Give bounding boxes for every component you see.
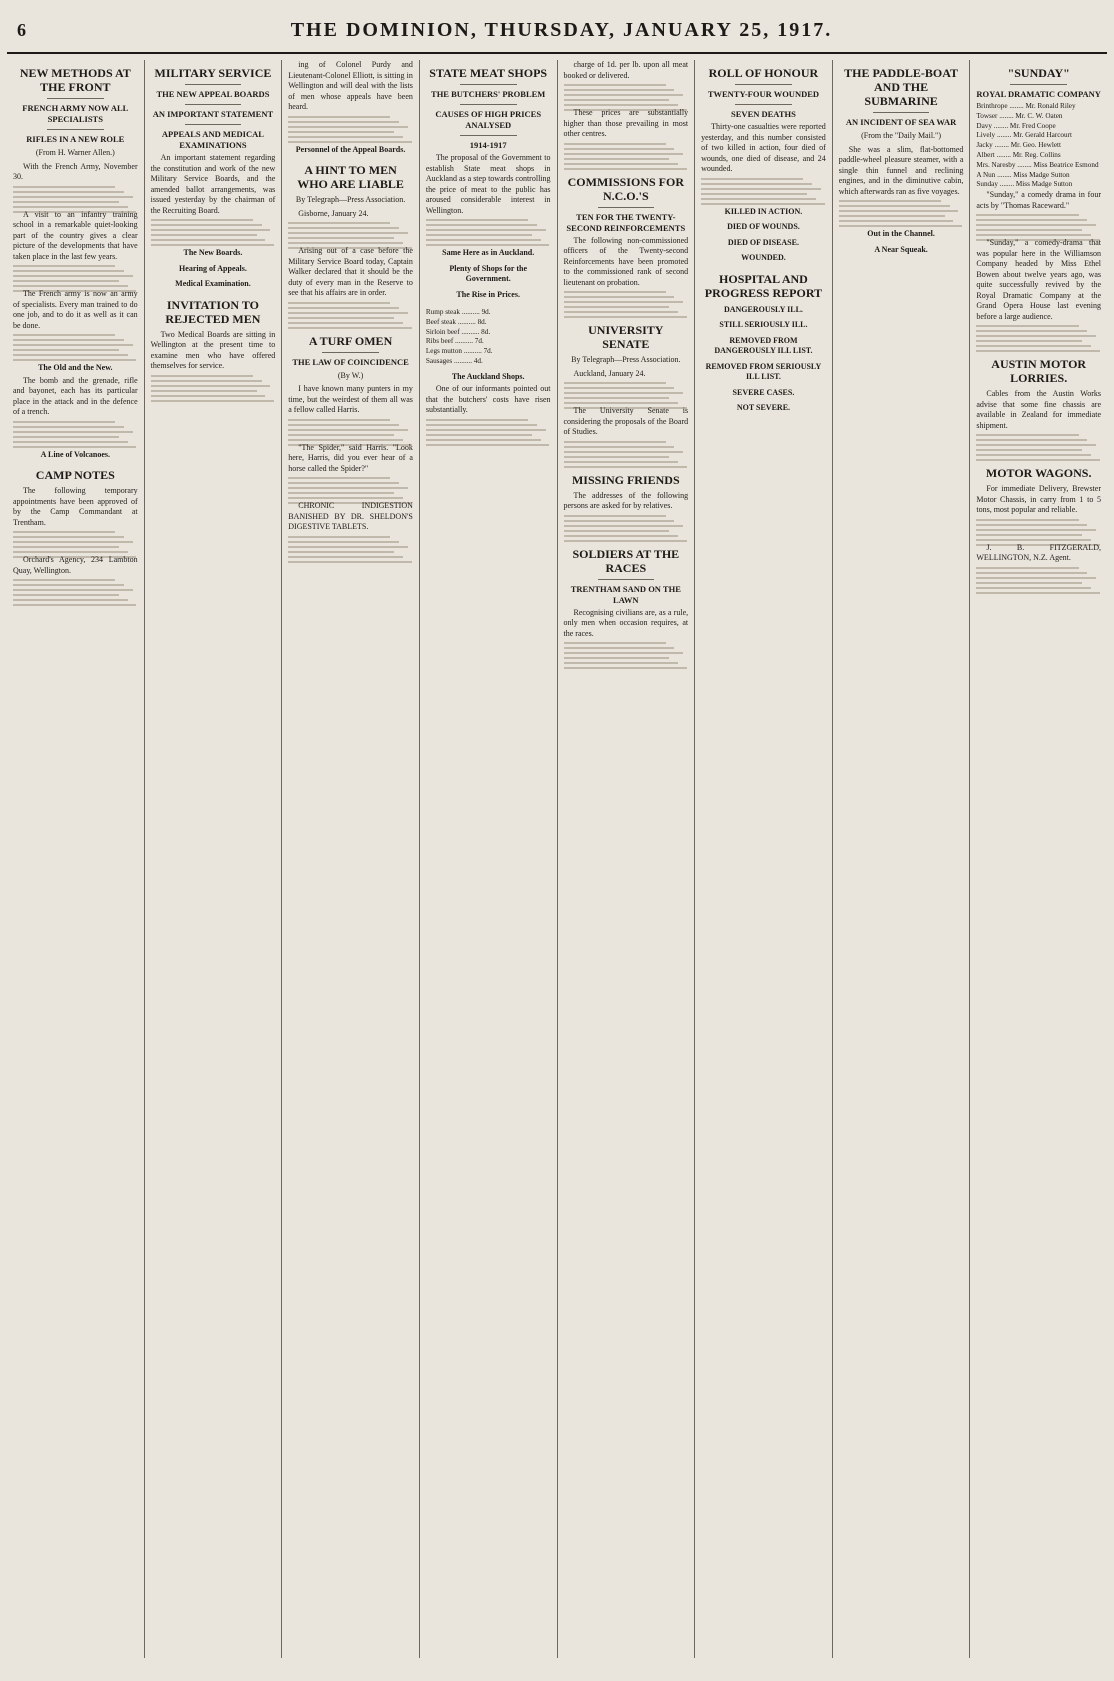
section-subhead: The Old and the New. xyxy=(38,363,113,372)
cast-role: A Nun xyxy=(976,170,996,179)
article xyxy=(839,66,964,255)
text-lines-placeholder xyxy=(976,214,1101,238)
rule-divider xyxy=(185,104,242,105)
subheadline: RIFLES IN A NEW ROLE xyxy=(26,134,125,144)
article xyxy=(288,60,413,155)
paragraph: She was a slim, flat-bottomed paddle-wheel pleasure steamer, with a single thin funnel and reclining engines, and in the diminutive cabin, which afterwards ran as five voyages. xyxy=(838,144,964,196)
rule-divider xyxy=(1010,84,1067,85)
leader-dots: .......... xyxy=(456,317,478,326)
cast-role: Mrs. Naresby xyxy=(976,160,1016,169)
leader-dots: ........ xyxy=(997,111,1016,120)
leader-dots: .......... xyxy=(462,347,484,356)
section-subhead: REMOVED FROM SERIOUSLY ILL LIST. xyxy=(705,361,822,381)
headline: STATE MEAT SHOPS xyxy=(429,66,548,80)
article xyxy=(426,308,551,443)
paragraph: "The Spider," said Harris. "Look here, Harris, did you ever hear of a horse called the Spider?" xyxy=(288,442,413,473)
cast-row xyxy=(976,141,1101,151)
section-subhead: KILLED IN ACTION. xyxy=(724,206,803,216)
column-1 xyxy=(7,60,145,1658)
paragraph: "Sunday," a comedy drama in four acts by "Thomas Raceward." xyxy=(976,190,1101,210)
section-subhead: WOUNDED. xyxy=(741,253,786,262)
headline: MOTOR WAGONS. xyxy=(985,466,1092,481)
text-lines-placeholder xyxy=(976,325,1101,349)
paragraph: charge of 1d. per lb. upon all meat booked or delivered. xyxy=(563,60,689,80)
section-subhead: DIED OF DISEASE. xyxy=(727,237,799,247)
byline: By Telegraph—Press Association. xyxy=(571,355,681,364)
leader-dots: ........ xyxy=(1007,102,1026,110)
paragraph: Orchard's Agency, 234 Lambton Quay, Wellington. xyxy=(13,555,138,575)
article xyxy=(564,473,689,539)
subheadline: TRENTHAM SAND ON THE LAWN xyxy=(570,583,681,605)
price-item: Ribs beef xyxy=(425,337,454,346)
price-item: Beef steak xyxy=(425,317,457,326)
text-lines-placeholder xyxy=(564,441,689,465)
text-lines-placeholder xyxy=(288,419,413,443)
cast-actor: Mr. Fred Coope xyxy=(1009,121,1056,130)
article xyxy=(13,66,138,460)
column-4 xyxy=(420,60,558,1658)
column-8 xyxy=(970,60,1107,1658)
headline: COMMISSIONS FOR N.C.O.'S xyxy=(567,174,684,203)
leader-dots: ........ xyxy=(1015,160,1034,169)
paragraph: An important statement regarding the constitution and work of the new Military Service Boards, and the amended ballot arrangements, was issued yesterday by the chairman of the Recruiting Board. xyxy=(150,153,276,215)
cast-role: Jacky xyxy=(976,141,993,150)
column-2 xyxy=(145,60,283,1658)
cast-row xyxy=(976,131,1101,141)
subheadline: SEVEN DEATHS xyxy=(731,109,796,119)
leader-dots: ........ xyxy=(995,170,1014,179)
headline: NEW METHODS AT THE FRONT xyxy=(19,66,131,94)
price-value: 8d. xyxy=(477,317,487,326)
subheadline: 1914-1917 xyxy=(469,140,507,150)
price-row xyxy=(426,328,551,338)
byline: By Telegraph—Press Association. xyxy=(295,195,406,204)
text-lines-placeholder xyxy=(839,200,964,224)
subheadline: CAUSES OF HIGH PRICES ANALYSED xyxy=(435,109,542,130)
leader-dots: ........ xyxy=(997,180,1016,189)
price-item: Sirloin beef xyxy=(425,327,460,336)
rule-divider xyxy=(185,84,242,85)
paragraph: The addresses of the following persons are asked for by relatives. xyxy=(563,490,689,510)
article xyxy=(564,175,689,316)
article xyxy=(288,163,413,326)
page-number: 6 xyxy=(17,19,26,40)
text-lines-placeholder xyxy=(151,375,276,399)
text-lines-placeholder xyxy=(13,421,138,445)
paragraph: Two Medical Boards are sitting in Wellington at the present time to examine men who have offered themselves for service. xyxy=(150,329,276,370)
section-subhead: Plenty of Shops for the Government. xyxy=(449,263,527,283)
cast-role: Brinthrope xyxy=(976,102,1008,110)
headline: THE PADDLE-BOAT AND THE SUBMARINE xyxy=(844,66,959,108)
text-lines-placeholder xyxy=(288,116,413,140)
section-subhead: Personnel of the Appeal Boards. xyxy=(295,144,406,154)
byline: (From H. Warner Allen.) xyxy=(35,148,115,157)
text-lines-placeholder xyxy=(564,84,689,108)
text-lines-placeholder xyxy=(13,334,138,358)
headline: A TURF OMEN xyxy=(308,333,393,348)
paragraph: J. B. FITZGERALD, WELLINGTON, N.Z. Agent. xyxy=(976,542,1101,563)
paragraph: Arising out of a case before the Military Service Board today, Captain Walker declared that it should be the duty of every man in the Reserve to see that his affairs are in order. xyxy=(288,246,413,297)
article xyxy=(976,66,1101,349)
rule-divider xyxy=(47,129,104,130)
price-row xyxy=(426,347,551,357)
price-value: 8d. xyxy=(481,327,491,336)
text-lines-placeholder xyxy=(13,265,138,289)
article xyxy=(564,547,689,667)
column-7 xyxy=(833,60,971,1658)
leader-dots: .......... xyxy=(460,308,482,316)
text-lines-placeholder xyxy=(426,219,551,243)
paragraph: The following temporary appointments have been approved of by the Camp Commandant at Trentham. xyxy=(13,486,138,527)
article xyxy=(288,334,413,560)
section-subhead: The Auckland Shops. xyxy=(451,371,525,381)
price-row xyxy=(426,337,551,347)
cast-row xyxy=(976,122,1101,132)
paragraph: The bomb and the grenade, rifle and bayonet, each has its particular place in the attack and in the defence of a trench. xyxy=(13,375,138,416)
section-subhead: The New Boards. xyxy=(183,248,243,257)
section-subhead: Same Here as in Auckland. xyxy=(442,248,535,257)
column-3 xyxy=(282,60,420,1658)
subheadline: THE NEW APPEAL BOARDS xyxy=(156,89,270,99)
section-subhead: DANGEROUSLY ILL. xyxy=(723,304,803,314)
headline: MISSING FRIENDS xyxy=(571,472,680,487)
price-item: Sausages xyxy=(425,356,453,365)
paragraph: A visit to an infantry training school in a remarkable quiet-looking part of the country gives a clear picture of the developments that have taken place in the last few years. xyxy=(13,209,138,261)
cast-row xyxy=(976,102,1101,112)
rule-divider xyxy=(322,352,379,353)
text-lines-placeholder xyxy=(288,477,413,501)
section-subhead: Out in the Channel. xyxy=(867,229,935,238)
rule-divider xyxy=(47,98,104,99)
price-value: 7d. xyxy=(474,337,484,346)
cast-row xyxy=(976,161,1101,171)
text-lines-placeholder xyxy=(288,536,413,560)
text-lines-placeholder xyxy=(976,519,1101,543)
article xyxy=(564,323,689,465)
article xyxy=(151,298,276,399)
section-subhead: SEVERE CASES. xyxy=(732,387,795,397)
leader-dots: ........ xyxy=(992,141,1011,150)
cast-actor: Mr. Reg. Collins xyxy=(1012,150,1061,159)
leader-dots: ........ xyxy=(994,150,1013,159)
paragraph: The French army is now an army of specialists. Every man trained to do one job, and to do it as well as it can be done. xyxy=(13,289,138,330)
section-subhead: DIED OF WOUNDS. xyxy=(727,222,800,231)
article xyxy=(701,272,826,414)
headline: AUSTIN MOTOR LORRIES. xyxy=(991,357,1087,386)
rule-divider xyxy=(735,84,792,85)
article xyxy=(976,466,1101,591)
paragraph: Gisborne, January 24. xyxy=(298,208,369,218)
cast-role: Lively xyxy=(976,131,996,140)
text-lines-placeholder xyxy=(426,419,551,443)
leader-dots: .......... xyxy=(452,356,474,365)
byline: (From the "Daily Mail.") xyxy=(861,131,941,140)
rule-divider xyxy=(873,112,930,113)
cast-role: Towser xyxy=(976,111,998,120)
text-lines-placeholder xyxy=(564,143,689,167)
rule-divider xyxy=(598,207,655,208)
article xyxy=(151,66,276,290)
article xyxy=(426,66,551,300)
section-subhead: STILL SERIOUSLY ILL. xyxy=(719,320,808,329)
cast-role: Davy xyxy=(976,121,992,130)
paragraph: Thirty-one casualties were reported yesterday, and this number consisted of two killed in action, four died of wounds, one died of disease, and 24 wounded. xyxy=(701,122,826,173)
paragraph: For immediate Delivery, Brewster Motor Chassis, in carry from 1 to 5 tons, most popular and reliable. xyxy=(976,484,1101,515)
rule-divider xyxy=(185,124,242,125)
leader-dots: .......... xyxy=(453,337,475,346)
subheadline: THE LAW OF COINCIDENCE xyxy=(292,356,409,367)
section-subhead: A Near Squeak. xyxy=(874,244,928,254)
subheadline: TWENTY-FOUR WOUNDED xyxy=(707,89,820,99)
headline: ROLL OF HONOUR xyxy=(708,66,819,80)
cast-actor: Mr. Geo. Hewlett xyxy=(1010,141,1062,150)
cast-actor: Miss Beatrice Esmond xyxy=(1033,160,1099,169)
leader-dots: .......... xyxy=(459,327,482,336)
text-lines-placeholder xyxy=(288,302,413,326)
subheadline: TEN FOR THE TWENTY-SECOND REINFORCEMENTS xyxy=(566,211,686,233)
text-lines-placeholder xyxy=(13,531,138,555)
masthead xyxy=(7,8,1107,54)
text-lines-placeholder xyxy=(13,579,138,603)
headline: CAMP NOTES xyxy=(35,468,115,482)
rule-divider xyxy=(460,84,517,85)
cast-actor: Miss Madge Sutton xyxy=(1015,180,1073,189)
price-row xyxy=(426,357,551,367)
paragraph: "Sunday," a comedy-drama that was popular here in the Williamson Company headed by Miss Ethel Bowen about twelve years ago, was quite successfully revived by the Royal Dramatic Company at the Grand Opera House last evening before a large audience. xyxy=(976,238,1101,321)
text-lines-placeholder xyxy=(564,291,689,315)
rule-divider xyxy=(460,104,517,105)
paragraph: The following non-commissioned officers of the Twenty-second Reinforcements have been promoted to the commissioned rank of second lieutenant on probation. xyxy=(563,235,689,287)
section-subhead: Medical Examination. xyxy=(175,279,251,288)
cast-role: Albert xyxy=(976,150,995,159)
newspaper-title: THE DOMINION, THURSDAY, JANUARY 25, 1917. xyxy=(290,18,833,41)
section-subhead: REMOVED FROM DANGEROUSLY ILL LIST. xyxy=(714,335,813,355)
text-lines-placeholder xyxy=(564,382,689,406)
section-subhead: The Rise in Prices. xyxy=(456,289,520,299)
columns xyxy=(7,60,1107,1658)
paragraph: Recognising civilians are, as a rule, only men when occasion requires, at the races. xyxy=(563,607,689,638)
section-subhead: Hearing of Appeals. xyxy=(179,263,247,273)
headline: "SUNDAY" xyxy=(1007,66,1070,80)
cast-actor: Mr. Ronald Riley xyxy=(1025,102,1076,110)
leader-dots: ........ xyxy=(991,121,1010,130)
text-lines-placeholder xyxy=(701,178,826,202)
headline: MILITARY SERVICE xyxy=(154,66,272,80)
headline: SOLDIERS AT THE RACES xyxy=(572,546,680,575)
headline: UNIVERSITY SENATE xyxy=(588,323,664,351)
price-row xyxy=(426,308,551,318)
cast-role: Sunday xyxy=(976,180,998,189)
paragraph: Auckland, January 24. xyxy=(573,368,646,378)
article xyxy=(13,468,138,603)
section-subhead: A Line of Volcanoes. xyxy=(40,449,110,459)
text-lines-placeholder xyxy=(976,434,1101,458)
paragraph: The proposal of the Government to establish State meat shops in Auckland as a step towards controlling the price of meat to the public has aroused considerable interest in Wellington. xyxy=(425,153,551,215)
paragraph: With the French Army, November 30. xyxy=(13,161,138,181)
text-lines-placeholder xyxy=(564,515,689,539)
byline: (By W.) xyxy=(337,370,364,380)
text-lines-placeholder xyxy=(151,219,276,243)
cast-actor: Mr. Gerald Harcourt xyxy=(1013,131,1072,140)
paragraph: I have known many punters in my time, but the weirdest of them all was a fellow called Harris. xyxy=(288,384,413,414)
subheadline: AN IMPORTANT STATEMENT xyxy=(152,109,274,119)
article xyxy=(564,60,689,167)
headline: HOSPITAL AND PROGRESS REPORT xyxy=(704,271,823,300)
subheadline: AN INCIDENT OF SEA WAR xyxy=(845,117,957,127)
cast-row xyxy=(976,112,1101,122)
cast-actor: Mr. C. W. Oaten xyxy=(1015,111,1063,120)
subheadline: ROYAL DRAMATIC COMPANY xyxy=(976,89,1101,99)
paragraph: ing of Colonel Purdy and Lieutenant-Colonel Elliott, is sitting in Wellington and will deal with the lists of men whose appeals have been heard. xyxy=(288,60,413,111)
price-value: 4d. xyxy=(473,356,483,365)
price-value: 9d. xyxy=(481,308,491,316)
subheadline: FRENCH ARMY NOW ALL SPECIALISTS xyxy=(22,103,129,124)
paragraph: The University Senate is considering the proposals of the Board of Studies. xyxy=(563,406,689,436)
cast-actor: Miss Madge Sutton xyxy=(1013,170,1070,179)
cast-row xyxy=(976,151,1101,161)
subheadline: APPEALS AND MEDICAL EXAMINATIONS xyxy=(161,129,264,150)
cast-row xyxy=(976,171,1101,181)
price-row xyxy=(426,318,551,328)
section-subhead: NOT SEVERE. xyxy=(736,403,791,412)
price-item: Legs mutton xyxy=(425,347,463,356)
text-lines-placeholder xyxy=(976,567,1101,591)
text-lines-placeholder xyxy=(564,642,689,666)
subheadline: THE BUTCHERS' PROBLEM xyxy=(431,89,546,99)
leader-dots: ........ xyxy=(995,131,1014,140)
column-6 xyxy=(695,60,833,1658)
cast-row xyxy=(976,180,1101,190)
headline: A HINT TO MEN WHO ARE LIABLE xyxy=(297,163,404,191)
rule-divider xyxy=(598,579,655,580)
rule-divider xyxy=(735,104,792,105)
headline: INVITATION TO REJECTED MEN xyxy=(165,297,261,326)
paragraph: Cables from the Austin Works advise that some fine chassis are available in Zealand for immediate shipment. xyxy=(976,389,1101,430)
text-lines-placeholder xyxy=(288,222,413,246)
column-5 xyxy=(558,60,696,1658)
text-lines-placeholder xyxy=(13,186,138,210)
rule-divider xyxy=(460,135,517,136)
newspaper-page xyxy=(7,8,1107,1663)
price-value: 7d. xyxy=(483,347,493,356)
article xyxy=(701,66,826,264)
paragraph: CHRONIC INDIGESTION BANISHED BY DR. SHELDON'S DIGESTIVE TABLETS. xyxy=(288,501,413,531)
paragraph: One of our informants pointed out that the butchers' costs have risen substantially. xyxy=(425,384,551,415)
price-item: Rump steak xyxy=(425,308,461,316)
paragraph: These prices are substantially higher than those prevailing in most other centres. xyxy=(563,108,689,138)
article xyxy=(976,357,1101,458)
